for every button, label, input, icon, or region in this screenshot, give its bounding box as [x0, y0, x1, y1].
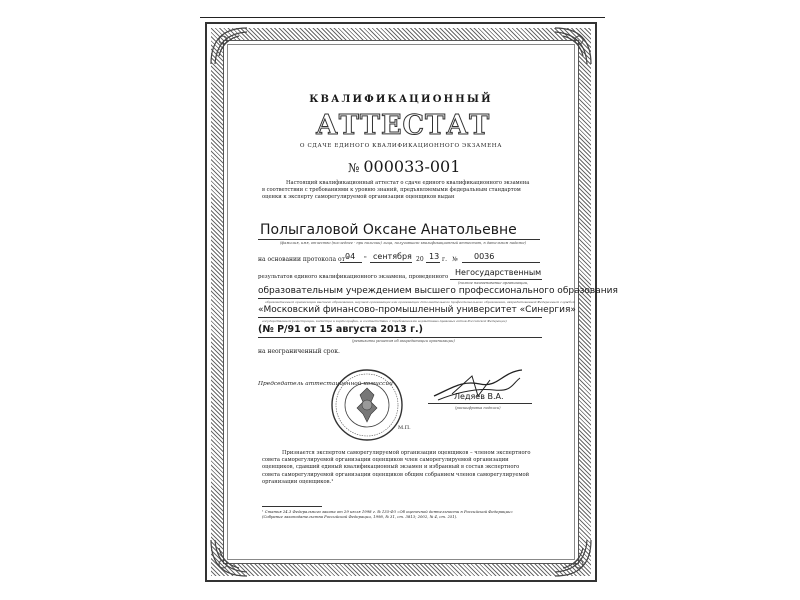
chairman-label: Председатель аттестационной комиссии [258, 381, 393, 387]
org-type-caption: (полное наименование организации, [458, 281, 529, 285]
year-suffix: г. [442, 256, 448, 263]
protocol-num-sign: № [452, 256, 458, 263]
university-caption: государственной регистрации, кадастра и картографии, в соответствии с требованиями нормативно-правовых актов Российской Федерации) [262, 319, 507, 323]
university-name: «Московский финансово-промышленный университет «Синергия» [258, 305, 576, 315]
recipient-underline [258, 239, 540, 240]
protocol-prefix: на основании протокола от " [258, 256, 350, 263]
mp-mark: М.П. [398, 425, 411, 431]
signatory-name: Ледяев В.А. [454, 392, 504, 401]
accreditation-ref: (№ Р/91 от 15 августа 2013 г.) [258, 324, 424, 335]
protocol-number: 0036 [474, 252, 495, 261]
accreditation-underline [258, 337, 542, 338]
footnote: ¹ Статья 24.3 Федерального закона от 29 июля 1998 г. № 135-ФЗ «Об оценочной деятельности в Российской Федерации» (Собрание законодательства Российской Федерации, 1998, № 31, ст. 3813; 2002, № 4, ст. 251). [262, 509, 513, 519]
accreditation-caption: (реквизиты решения об аккредитации организации) [352, 339, 455, 343]
number-value: 000033-001 [363, 157, 461, 176]
exam-results-prefix: результатов единого квалификационного экзамена, проведенного [258, 274, 449, 280]
corner-ornament-br [553, 538, 593, 578]
intro-paragraph: Настоящий квалификационный аттестат о сдаче единого квалификационного экзамена в соответствии с требованиями к уровню знаний, предъявляемыми федеральным стандартом оценки к эксперту саморегулируемой организации оценщиков выдан [262, 180, 530, 200]
recipient-name: Полыгаловой Оксане Анатольевне [260, 222, 517, 238]
org-full-name: образовательным учреждением высшего профессионального образования [258, 286, 618, 296]
certificate-subtitle: О СДАЧЕ ЕДИНОГО КВАЛИФИКАЦИОННОГО ЭКЗАМЕНА [299, 143, 503, 149]
year-underline [426, 262, 440, 263]
org-type: Негосударственным [455, 268, 542, 277]
org-full-underline [258, 298, 542, 299]
footnote-rule [262, 506, 322, 507]
day-underline [340, 262, 362, 263]
corner-ornament-tr [553, 26, 593, 66]
certificate-kind: КВАЛИФИКАЦИОННЫЙ [309, 94, 493, 105]
university-underline [258, 317, 542, 318]
protocol-number-underline [462, 262, 540, 263]
month-underline [370, 262, 412, 263]
protocol-day: 04 [345, 252, 356, 261]
protocol-month: сентября [373, 252, 412, 261]
corner-ornament-tl [209, 26, 249, 66]
org-type-underline [450, 279, 542, 280]
protocol-quote: " [364, 256, 367, 263]
scan-top-edge [200, 17, 605, 18]
signature-line [428, 403, 532, 404]
rights-paragraph: Признается экспертом саморегулируемой организации оценщиков – членом экспертного совета саморегулируемой организации оценщиков член саморегулируемой организации оценщиков, сдавший единый квалификационный экзамен и избранный в состав экспертного совета саморегулируемой организации оценщиков общим собранием членов саморегулируемой организации оценщиков.¹ [262, 450, 531, 485]
number-sign: № [348, 161, 360, 175]
official-seal [330, 368, 404, 442]
certificate-title: АТТЕСТАТ [315, 110, 491, 141]
signatory-caption: (расшифровка подписи) [455, 406, 501, 410]
validity-term: на неограниченный срок. [258, 348, 340, 355]
certificate-number [348, 157, 460, 176]
corner-ornament-bl [209, 538, 249, 578]
org-full-caption: образовательной организации высшего образования, научной организации или организации дополнительного профессионального образования, аккредитованной Федеральной службой [265, 300, 575, 304]
recipient-caption: (фамилия, имя, отчество (последнее - при наличии) лица, получившего квалификационный аттестат, в дательном падеже) [280, 241, 527, 245]
protocol-year: 13 [429, 252, 440, 261]
year-prefix: 20 [416, 256, 424, 263]
